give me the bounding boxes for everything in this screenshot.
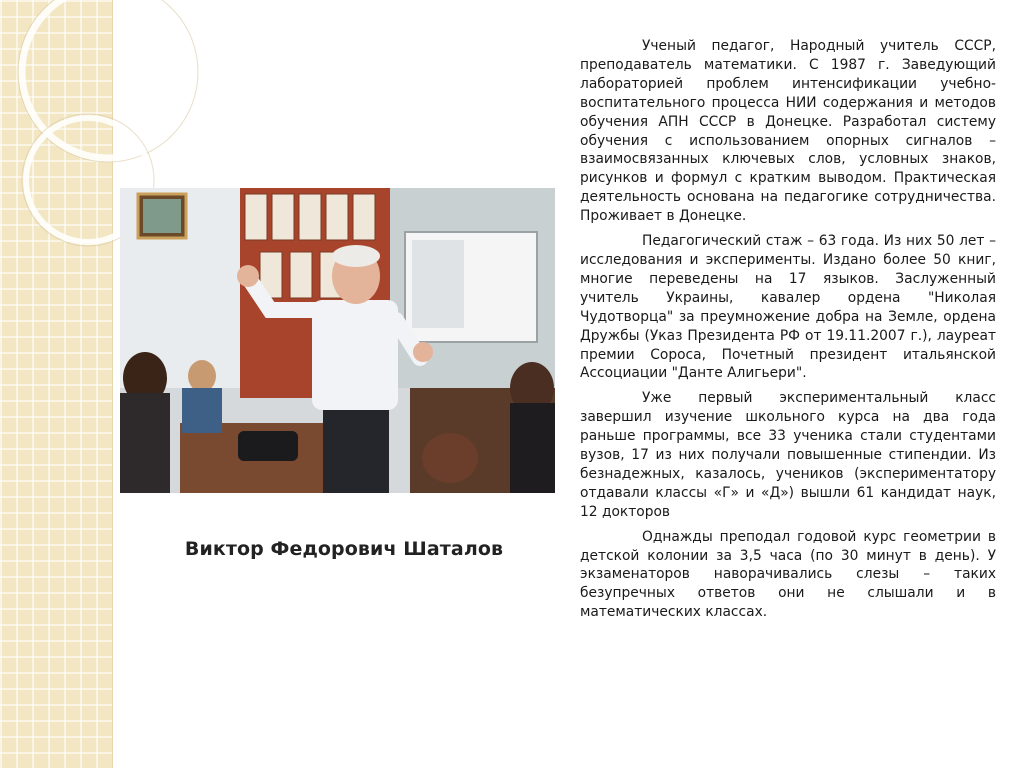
photo-whiteboard-chart [412, 240, 464, 328]
biography-paragraph: Уже первый экспериментальный класс завершил изучение школьного курса на два года раньше программы, все 33 ученика стали студентами вузов, 17 из них получали повышенные стипендии. Из безнадежных, казалось, учеников (экспериментатору отдавали классы «Г» и «Д») вышли 61 кандидат наук, 12 докторов [580, 390, 996, 520]
biography-paragraph: Педагогический стаж – 63 года. Из них 50 лет – исследования и эксперименты. Издано более 50 книг, многие переведены на 17 языков. Заслуженный учитель Украины, кавалер ордена "Николая Чудотворца" за преумножение добра на Земле, ордена Дружбы (Указ Президента РФ от 19.11.2007 г.), лауреат премии Сороса, Почетный президент итальянской Ассоциации "Данте Алигьери". [580, 233, 996, 382]
photo-painting-scene [143, 199, 181, 233]
photo-student-head [188, 360, 216, 392]
biography-paragraph: Однажды преподал годовой курс геометрии в детской колонии за 3,5 часа (по 30 минут в день). У экзаменаторов наворачивались слезы – таких безупречных ответов они не слышали и в математических классах. [580, 528, 996, 621]
biography-paragraph: Ученый педагог, Народный учитель СССР, преподаватель математики. С 1987 г. Заведующий лабораторией проблем интенсификации учебно-воспитательного процесса НИИ содержания и методов обучения АПН СССР в Донецке. Разработал систему обучения с использованием опорных сигналов – взаимосвязанных ключевых слов, условных знаков, рисунков и формул с кратким выводом. Практическая деятельность основана на педагогике сотрудничества. Проживает в Донецке. [580, 38, 996, 225]
photo-student-head [422, 433, 478, 483]
photo-teacher-hand [237, 265, 259, 287]
photo-portrait [326, 194, 348, 240]
photo-portrait [290, 252, 312, 298]
photo-portrait [353, 194, 375, 240]
photo-portrait [245, 194, 267, 240]
photo-student-body [120, 393, 170, 493]
photo-teacher-trousers [323, 410, 389, 493]
decorative-left-strip [0, 0, 113, 768]
photo-student-body [182, 388, 222, 433]
photo-teacher-hair [332, 245, 380, 267]
photo-caption: Виктор Федорович Шаталов [184, 538, 504, 560]
photo-teacher-shirt [312, 300, 398, 410]
photo-bag [238, 431, 298, 461]
photo-student-body [510, 403, 555, 493]
biography-text [580, 37, 996, 628]
photo-portrait [272, 194, 294, 240]
photo-portrait [299, 194, 321, 240]
classroom-photo [120, 188, 555, 493]
photo-teacher-hand [413, 342, 433, 362]
